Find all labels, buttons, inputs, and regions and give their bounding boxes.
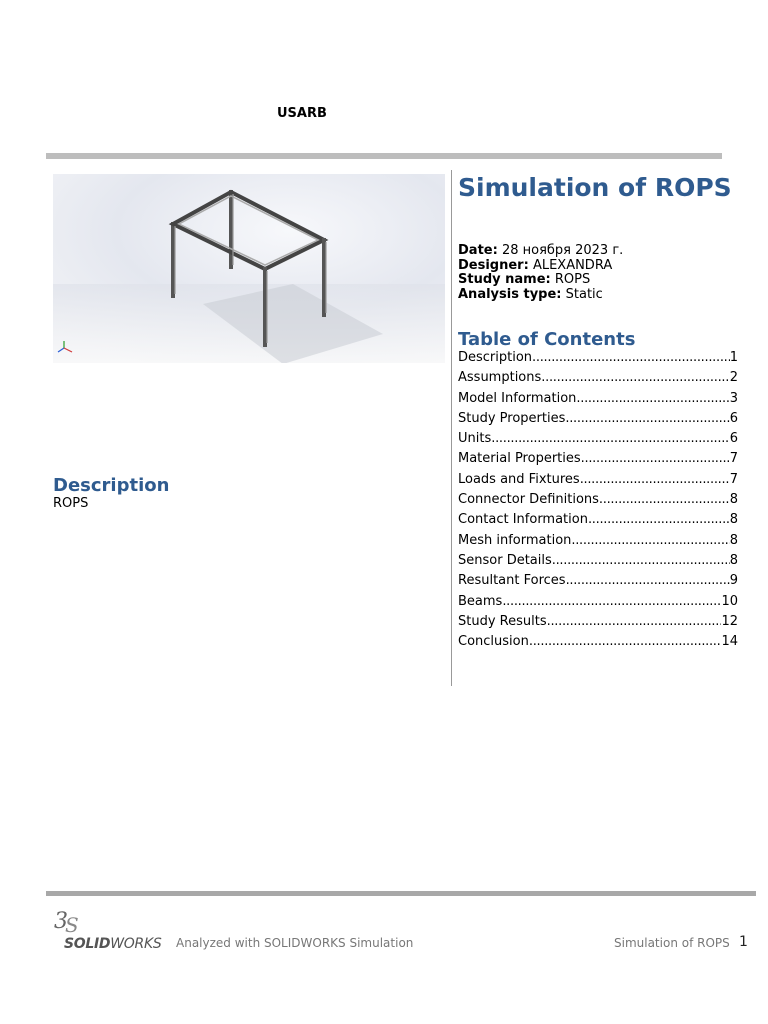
toc-item[interactable]: Sensor Details ..... 8: [458, 552, 738, 572]
toc-item[interactable]: Loads and Fixtures ..... 7: [458, 471, 738, 491]
svg-text:3: 3: [54, 909, 68, 934]
rops-frame-model-image: [53, 174, 445, 363]
toc-item[interactable]: Conclusion ..... 14: [458, 633, 738, 653]
column-divider: [451, 170, 452, 686]
toc-item[interactable]: Study Results ..... 12: [458, 613, 738, 633]
header-divider: [46, 153, 722, 159]
meta-study-name: Study name: ROPS: [458, 272, 591, 287]
toc-item[interactable]: Mesh information ..... 8: [458, 532, 738, 552]
footer-doc-title: Simulation of ROPS: [614, 936, 730, 950]
toc-heading: Table of Contents: [458, 329, 636, 350]
meta-date: Date: 28 ноября 2023 г.: [458, 243, 624, 258]
toc-item[interactable]: Resultant Forces ..... 9: [458, 572, 738, 592]
organization-name: USARB: [277, 106, 327, 121]
toc-item[interactable]: Study Properties ..... 6: [458, 410, 738, 430]
meta-designer: Designer: ALEXANDRA: [458, 257, 613, 273]
footer-divider: [46, 891, 756, 896]
svg-text:S: S: [65, 913, 79, 936]
report-meta: [458, 244, 623, 302]
footer-analyzed-with: Analyzed with SOLIDWORKS Simulation: [176, 936, 414, 950]
triad-axes-icon: [57, 340, 73, 354]
toc-list: [458, 349, 738, 653]
report-title: Simulation of ROPS: [458, 173, 732, 202]
toc-item[interactable]: Contact Information ..... 8: [458, 511, 738, 531]
toc-item[interactable]: Connector Definitions ..... 8: [458, 491, 738, 511]
toc-item[interactable]: Model Information ..... 3: [458, 390, 738, 410]
toc-item[interactable]: Material Properties ..... 7: [458, 450, 738, 470]
toc-item[interactable]: Units ..... 6: [458, 430, 738, 450]
description-text: ROPS: [53, 496, 89, 511]
meta-analysis-type: Analysis type: Static: [458, 286, 603, 302]
solidworks-logo-icon: [52, 906, 162, 956]
toc-item[interactable]: Assumptions ..... 2: [458, 369, 738, 389]
toc-item[interactable]: Beams ..... 10: [458, 593, 738, 613]
page-number: 1: [739, 934, 748, 950]
logo-wordmark: SOLIDWORKS: [64, 936, 162, 952]
description-heading: Description: [53, 475, 170, 496]
toc-item[interactable]: Description ..... 1: [458, 349, 738, 369]
